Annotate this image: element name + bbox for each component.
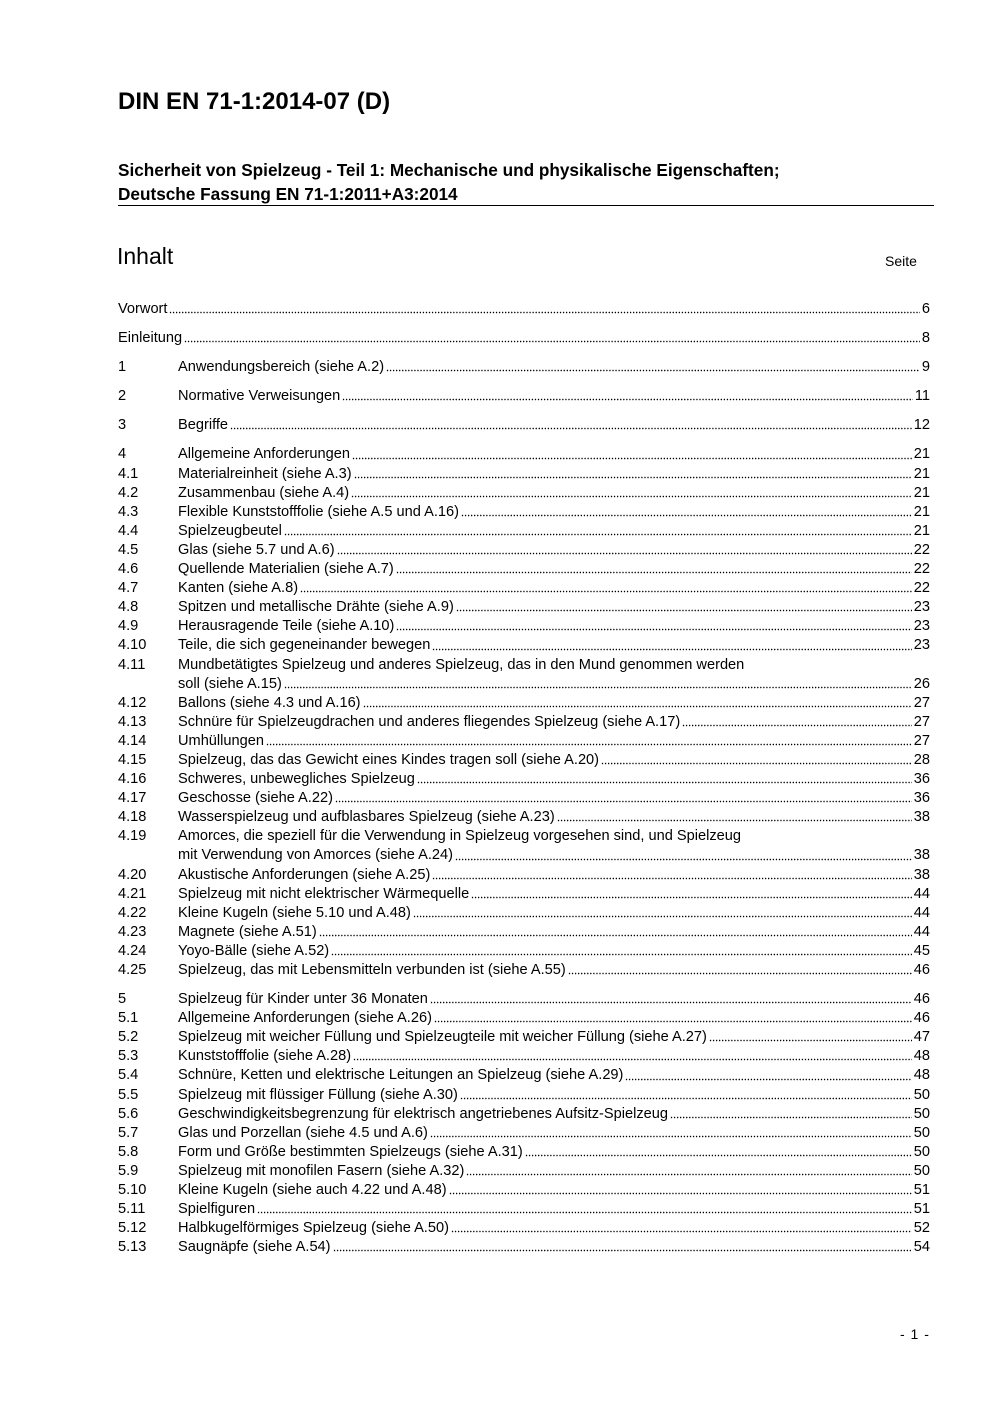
toc-entry-title: Spielzeug mit flüssiger Füllung (siehe A.30) [178, 1086, 458, 1103]
document-subtitle [118, 158, 938, 206]
toc-entry-title: Akustische Anforderungen (siehe A.25) [178, 866, 431, 883]
toc-entry[interactable] [118, 694, 930, 713]
dot-leader [430, 1001, 912, 1004]
toc-entry[interactable] [118, 387, 930, 406]
toc-entry-page: 51 [913, 1201, 930, 1218]
dot-leader [319, 934, 912, 937]
toc-entry-number: 4.25 [118, 962, 147, 978]
toc-entry-title: Quellende Materialien (siehe A.7) [178, 561, 394, 578]
toc-entry-title: Spielfiguren [178, 1201, 256, 1218]
toc-entry[interactable] [118, 1238, 930, 1257]
toc-entry[interactable] [118, 1047, 930, 1066]
dot-leader [284, 686, 912, 689]
dot-leader [386, 369, 920, 372]
toc-entry[interactable] [118, 358, 930, 377]
toc-entry-page: 44 [913, 923, 930, 940]
dot-leader [451, 1230, 912, 1233]
toc-entry-title: Allgemeine Anforderungen [178, 446, 351, 463]
dot-leader [568, 972, 912, 975]
toc-entry-page: 50 [913, 1162, 930, 1179]
toc-entry[interactable] [118, 445, 930, 464]
toc-entry-title: Amorces, die speziell für die Verwendung in Spielzeug vorgesehen sind, und Spielzeug [178, 828, 742, 845]
dot-leader [456, 609, 912, 612]
toc-entry-page: 23 [913, 599, 930, 616]
dot-leader [413, 915, 912, 918]
toc-entry[interactable] [118, 503, 930, 522]
toc-entry[interactable] [118, 923, 930, 942]
dot-leader [396, 628, 911, 631]
toc-entry-title: Glas (siehe 5.7 und A.6) [178, 541, 335, 558]
dot-leader [363, 705, 912, 708]
toc-entry-number: 5.9 [118, 1162, 139, 1179]
dot-leader [230, 427, 912, 430]
toc-entry-number: 5.6 [118, 1105, 139, 1122]
toc-entry-number: 5.11 [118, 1201, 146, 1218]
toc-entry-title: Geschwindigkeitsbegrenzung für elektrisch angetriebenes Aufsitz-Spielzeug [178, 1105, 668, 1122]
toc-entry-number: 4.2 [118, 484, 139, 501]
dot-leader [434, 1020, 912, 1023]
toc-entry-page: 9 [921, 359, 930, 376]
toc-entry-number: 4.16 [118, 771, 147, 788]
toc-entry-number: 4.22 [118, 904, 147, 921]
toc-entry[interactable] [118, 827, 930, 865]
toc-entry[interactable] [118, 579, 930, 598]
dot-leader [342, 398, 913, 401]
dot-leader [460, 1097, 912, 1100]
toc-entry-number: 2 [118, 388, 127, 405]
toc-entry[interactable] [118, 560, 930, 579]
toc-entry[interactable] [118, 904, 930, 923]
toc-entry-title: Mundbetätigtes Spielzeug und anderes Spielzeug, das in den Mund genommen werden [178, 656, 745, 673]
toc-entry-page: 50 [913, 1086, 930, 1103]
page-number-footer: - 1 - [900, 1326, 930, 1342]
toc-entry[interactable] [118, 329, 930, 348]
toc-entry-title: Halbkugelförmiges Spielzeug (siehe A.50) [178, 1220, 449, 1237]
toc-entry-page: 47 [913, 1029, 930, 1046]
toc-entry-number: 4.21 [118, 885, 147, 902]
toc-entry-title: Form und Größe bestimmten Spielzeugs (siehe A.31) [178, 1143, 523, 1160]
toc-entry-page: 21 [913, 484, 930, 501]
toc-entry-page: 51 [913, 1182, 930, 1199]
toc-entry-page: 8 [921, 330, 930, 347]
toc-entry[interactable] [118, 1181, 930, 1200]
dot-leader [525, 1154, 912, 1157]
dot-leader [184, 340, 920, 343]
toc-entry[interactable] [118, 961, 930, 980]
toc-entry[interactable] [118, 484, 930, 503]
dot-leader [471, 896, 912, 899]
dot-leader [266, 743, 912, 746]
toc-entry-number: 4.18 [118, 809, 147, 826]
toc-entry[interactable] [118, 770, 930, 789]
dot-leader [455, 858, 912, 861]
toc-entry-title: Wasserspielzeug und aufblasbares Spielzeug (siehe A.23) [178, 809, 555, 826]
toc-entry[interactable] [118, 617, 930, 636]
toc-entry-number: 4.8 [118, 599, 139, 616]
dot-leader [625, 1078, 911, 1081]
dot-leader [432, 648, 911, 651]
toc-entry-page: 50 [913, 1105, 930, 1122]
toc-entry-title: Herausragende Teile (siehe A.10) [178, 618, 395, 635]
toc-entry[interactable] [118, 541, 930, 560]
toc-entry-title: Spielzeug, das das Gewicht eines Kindes tragen soll (siehe A.20) [178, 751, 600, 768]
page-column-label: Seite [885, 253, 917, 269]
subtitle-line-2: Deutsche Fassung EN 71-1:2011+A3:2014 [118, 184, 458, 204]
toc-entry-page: 44 [913, 904, 930, 921]
toc-entry-number: 5.8 [118, 1143, 139, 1160]
dot-leader [257, 1211, 912, 1214]
toc-entry-number: 4.10 [118, 637, 147, 654]
toc-entry-page: 23 [913, 637, 930, 654]
toc-entry[interactable] [118, 1009, 930, 1028]
toc-entry-title: Yoyo-Bälle (siehe A.52) [178, 942, 330, 959]
toc-entry-title: Geschosse (siehe A.22) [178, 790, 333, 807]
dot-leader [354, 476, 912, 479]
toc-entry-number: 4.1 [118, 465, 139, 482]
toc-entry-page: 46 [913, 991, 930, 1008]
toc-entry-title: Spielzeugbeutel [178, 522, 282, 539]
toc-entry[interactable] [118, 1028, 930, 1047]
toc-entry-page: 22 [913, 580, 930, 597]
toc-entry[interactable] [118, 1162, 930, 1181]
toc-entry-page: 12 [913, 417, 930, 434]
toc-entry-page: 36 [913, 790, 930, 807]
toc-entry-number: 4.4 [118, 522, 139, 539]
toc-entry-title: Flexible Kunststofffolie (siehe A.5 und A.16) [178, 503, 459, 520]
toc-entry-title: Saugnäpfe (siehe A.54) [178, 1239, 331, 1256]
header-divider [118, 205, 934, 206]
document-title: DIN EN 71-1:2014-07 (D) [118, 88, 391, 115]
toc-entry[interactable] [118, 1200, 930, 1219]
toc-entry-page: 38 [913, 866, 930, 883]
toc-entry-number: 4.20 [118, 866, 147, 883]
table-of-contents [118, 300, 930, 1257]
toc-entry[interactable] [118, 885, 930, 904]
toc-entry-title: Materialreinheit (siehe A.3) [178, 465, 352, 482]
toc-entry-number: 1 [118, 359, 127, 376]
dot-leader [300, 590, 912, 593]
toc-entry-page: 50 [913, 1124, 930, 1141]
toc-entry-title: Zusammenbau (siehe A.4) [178, 484, 350, 501]
toc-entry[interactable] [118, 1086, 930, 1105]
toc-entry-number: 4.24 [118, 942, 147, 959]
toc-entry-title-continuation: soll (siehe A.15) [178, 675, 282, 692]
toc-entry-number: 4.13 [118, 713, 147, 730]
toc-entry-title: Spielzeug mit nicht elektrischer Wärmequelle [178, 885, 470, 902]
toc-entry-number: 5.13 [118, 1239, 147, 1256]
subtitle-line-1: Sicherheit von Spielzeug - Teil 1: Mechanische und physikalische Eigenschaften; [118, 160, 780, 180]
toc-entry[interactable] [118, 636, 930, 655]
toc-entry[interactable] [118, 416, 930, 435]
toc-entry-page: 54 [913, 1239, 930, 1256]
toc-entry-page: 23 [913, 618, 930, 635]
toc-entry-page: 52 [913, 1220, 930, 1237]
toc-entry-page: 50 [913, 1143, 930, 1160]
toc-entry-number: 4.12 [118, 694, 147, 711]
toc-entry-title: Kanten (siehe A.8) [178, 580, 299, 597]
toc-heading: Inhalt [117, 243, 174, 269]
toc-entry-page: 21 [913, 522, 930, 539]
toc-entry-number: 4.19 [118, 828, 147, 845]
dot-leader [352, 457, 912, 460]
toc-entry-title: Glas und Porzellan (siehe 4.5 und A.6) [178, 1124, 428, 1141]
toc-entry-number: 5.4 [118, 1067, 139, 1084]
toc-entry-number: 4.23 [118, 923, 147, 940]
toc-entry-page: 27 [913, 732, 930, 749]
dot-leader [284, 533, 912, 536]
dot-leader [449, 1192, 912, 1195]
dot-leader [601, 762, 912, 765]
toc-entry-number: 4.5 [118, 541, 139, 558]
toc-entry[interactable] [118, 1105, 930, 1124]
toc-entry-page: 48 [913, 1048, 930, 1065]
toc-entry-number: 3 [118, 417, 127, 434]
toc-entry-number: 4.7 [118, 580, 139, 597]
toc-entry-number: 4.9 [118, 618, 139, 635]
toc-entry-page: 38 [913, 809, 930, 826]
toc-entry-page: 46 [913, 962, 930, 978]
toc-entry-title: Normative Verweisungen [178, 388, 341, 405]
toc-entry[interactable] [118, 713, 930, 732]
toc-entry-page: 6 [921, 301, 930, 317]
toc-entry-number: 4.3 [118, 503, 139, 520]
toc-entry[interactable] [118, 300, 930, 319]
toc-entry-number: 5 [118, 991, 127, 1008]
toc-entry[interactable] [118, 465, 930, 484]
toc-entry-page: 21 [913, 446, 930, 463]
toc-entry-number: 5.10 [118, 1182, 147, 1199]
toc-entry-number: 5.5 [118, 1086, 139, 1103]
dot-leader [396, 571, 912, 574]
toc-entry[interactable] [118, 1219, 930, 1238]
toc-entry-number: 5.2 [118, 1029, 139, 1046]
toc-entry-title: Einleitung [118, 330, 183, 347]
toc-entry-title: Teile, die sich gegeneinander bewegen [178, 637, 431, 654]
toc-entry-page: 48 [913, 1067, 930, 1084]
toc-entry-title: Spielzeug mit monofilen Fasern (siehe A.32) [178, 1162, 465, 1179]
toc-entry-title: Schnüre, Ketten und elektrische Leitungen an Spielzeug (siehe A.29) [178, 1067, 624, 1084]
toc-entry-number: 5.3 [118, 1048, 139, 1065]
toc-entry-title: Kleine Kugeln (siehe 5.10 und A.48) [178, 904, 411, 921]
toc-entry[interactable] [118, 598, 930, 617]
toc-entry-number: 4.11 [118, 656, 146, 673]
toc-entry[interactable] [118, 866, 930, 885]
toc-entry-page: 22 [913, 561, 930, 578]
dot-leader [351, 495, 912, 498]
toc-entry-title: Ballons (siehe 4.3 und A.16) [178, 694, 361, 711]
toc-entry-page: 36 [913, 771, 930, 788]
toc-entry[interactable] [118, 942, 930, 961]
toc-entry-title: Umhüllungen [178, 732, 264, 749]
toc-entry-page: 21 [913, 465, 930, 482]
toc-entry-number: 4.6 [118, 561, 139, 578]
toc-entry[interactable] [118, 990, 930, 1009]
dot-leader [432, 877, 911, 880]
toc-entry[interactable] [118, 1143, 930, 1162]
toc-entry-title: Schweres, unbewegliches Spielzeug [178, 771, 415, 788]
toc-entry-title: Spielzeug für Kinder unter 36 Monaten [178, 991, 428, 1008]
toc-entry-title: Kleine Kugeln (siehe auch 4.22 und A.48) [178, 1182, 447, 1199]
toc-entry-title: Kunststofffolie (siehe A.28) [178, 1048, 352, 1065]
dot-leader [331, 953, 912, 956]
toc-entry-page: 27 [913, 694, 930, 711]
toc-entry-page: 44 [913, 885, 930, 902]
toc-entry-title: Anwendungsbereich (siehe A.2) [178, 359, 385, 376]
dot-leader [557, 819, 912, 822]
toc-entry-page: 46 [913, 1010, 930, 1027]
toc-entry[interactable] [118, 522, 930, 541]
dot-leader [430, 1135, 912, 1138]
dot-leader [466, 1173, 911, 1176]
toc-entry-number: 4.14 [118, 732, 147, 749]
toc-entry-title: Spielzeug, das mit Lebensmitteln verbunden ist (siehe A.55) [178, 962, 566, 978]
toc-entry-title: Vorwort [118, 301, 168, 317]
dot-leader [682, 724, 912, 727]
toc-entry-number: 4 [118, 446, 127, 463]
dot-leader [417, 781, 912, 784]
toc-entry[interactable] [118, 751, 930, 770]
toc-entry-page: 38 [913, 847, 930, 864]
dot-leader [335, 800, 912, 803]
toc-entry-title: Magnete (siehe A.51) [178, 923, 317, 940]
toc-entry-page: 26 [913, 675, 930, 692]
toc-entry-title: Begriffe [178, 417, 229, 434]
toc-entry-number: 5.1 [118, 1010, 139, 1027]
toc-entry-title: Allgemeine Anforderungen (siehe A.26) [178, 1010, 432, 1027]
dot-leader [333, 1249, 912, 1252]
toc-entry[interactable] [118, 789, 930, 808]
toc-entry-title-continuation: mit Verwendung von Amorces (siehe A.24) [178, 847, 453, 864]
dot-leader [353, 1058, 912, 1061]
toc-entry-number: 5.7 [118, 1124, 139, 1141]
dot-leader [709, 1039, 912, 1042]
toc-entry-page: 45 [913, 942, 930, 959]
toc-entry-number: 4.15 [118, 751, 147, 768]
toc-entry-page: 11 [914, 388, 930, 405]
dot-leader [169, 311, 919, 314]
toc-entry[interactable] [118, 656, 930, 694]
dot-leader [461, 514, 912, 517]
dot-leader [670, 1116, 912, 1119]
toc-entry[interactable] [118, 808, 930, 827]
toc-entry[interactable] [118, 732, 930, 751]
toc-entry-page: 21 [913, 503, 930, 520]
toc-entry[interactable] [118, 1124, 930, 1143]
toc-entry-page: 27 [913, 713, 930, 730]
dot-leader [337, 552, 912, 555]
toc-entry-title: Spitzen und metallische Drähte (siehe A.9) [178, 599, 454, 616]
toc-entry[interactable] [118, 1066, 930, 1085]
toc-entry-page: 28 [913, 751, 930, 768]
toc-entry-number: 5.12 [118, 1220, 147, 1237]
toc-entry-title: Spielzeug mit weicher Füllung und Spielzeugteile mit weicher Füllung (siehe A.27) [178, 1029, 707, 1046]
toc-entry-page: 22 [913, 541, 930, 558]
toc-entry-number: 4.17 [118, 790, 147, 807]
toc-entry-title: Schnüre für Spielzeugdrachen und anderes fliegendes Spielzeug (siehe A.17) [178, 713, 681, 730]
